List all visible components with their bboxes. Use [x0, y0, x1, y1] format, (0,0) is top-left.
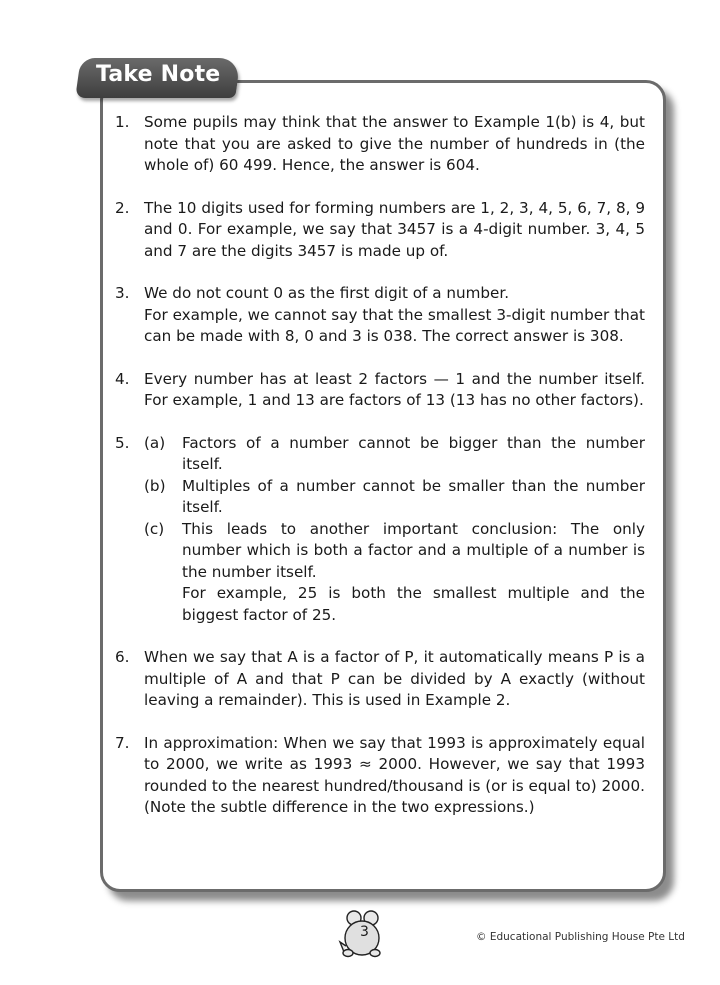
subitem-text: For example, 25 is both the smallest multiple and the biggest factor of 25.: [182, 584, 645, 624]
note-number: 1.: [115, 113, 130, 131]
subitem-text: This leads to another important conclusion: The only number which is both a factor and a multiple of a number is the number itself.: [182, 519, 645, 581]
notes-list: [115, 112, 645, 840]
page-number: 3: [360, 924, 369, 940]
note-number: 6.: [115, 648, 130, 666]
note-subitem: [144, 519, 645, 627]
subitem-text: Multiples of a number cannot be smaller than the number itself.: [182, 476, 645, 516]
subitem-label: (c): [144, 519, 165, 538]
subitem-label: (b): [144, 476, 166, 495]
note-text: The 10 digits used for forming numbers are 1, 2, 3, 4, 5, 6, 7, 8, 9 and 0. For example, we say that 3457 is a 4-digit number. 3, 4, 5 and 7 are the digits 3457 is made up of.: [144, 198, 645, 260]
note-number: 4.: [115, 369, 130, 388]
note-text: Every number has at least 2 factors — 1 and the number itself. For example, 1 and 13 are factors of 13 (13 has no other factors).: [144, 369, 645, 409]
note-item: [115, 433, 645, 627]
note-text: (Note the subtle difference in the two expressions.): [144, 798, 535, 816]
note-item: [115, 369, 645, 412]
note-text: In approximation: When we say that 1993 is approximately equal to 2000, we write as 1993 ≈ 2000. However, we say that 1993 rounded to the nearest hundred/thousand is (or is equal to) 2000.: [144, 733, 645, 795]
note-text: When we say that A is a factor of P, it automatically means P is a multiple of A and that P can be divided by A exactly (without leaving a remainder). This is used in Example 2.: [144, 648, 645, 709]
note-text: Some pupils may think that the answer to Example 1(b) is 4, but note that you are asked to give the number of hundreds in (the whole of) 60 499. Hence, the answer is 604.: [144, 113, 645, 174]
note-number: 7.: [115, 733, 130, 752]
note-subitem: [144, 476, 645, 519]
page-title: Take Note: [96, 62, 221, 87]
note-item: [115, 198, 645, 263]
note-number: 5.: [115, 433, 130, 452]
note-item: [115, 733, 645, 819]
subitem-text: Factors of a number cannot be bigger than the number itself.: [182, 433, 645, 473]
note-text: We do not count 0 as the first digit of a number.: [144, 284, 510, 302]
copyright-notice: © Educational Publishing House Pte Ltd: [476, 931, 685, 943]
note-item: [115, 647, 645, 712]
note-item: [115, 112, 645, 177]
note-item: [115, 283, 645, 348]
note-number: 3.: [115, 284, 130, 302]
note-text: For example, we cannot say that the smallest 3-digit number that can be made with 8, 0 and 3 is 038. The correct answer is 308.: [144, 305, 645, 345]
subitem-label: (a): [144, 433, 166, 452]
note-number: 2.: [115, 198, 130, 217]
note-subitem: [144, 433, 645, 476]
